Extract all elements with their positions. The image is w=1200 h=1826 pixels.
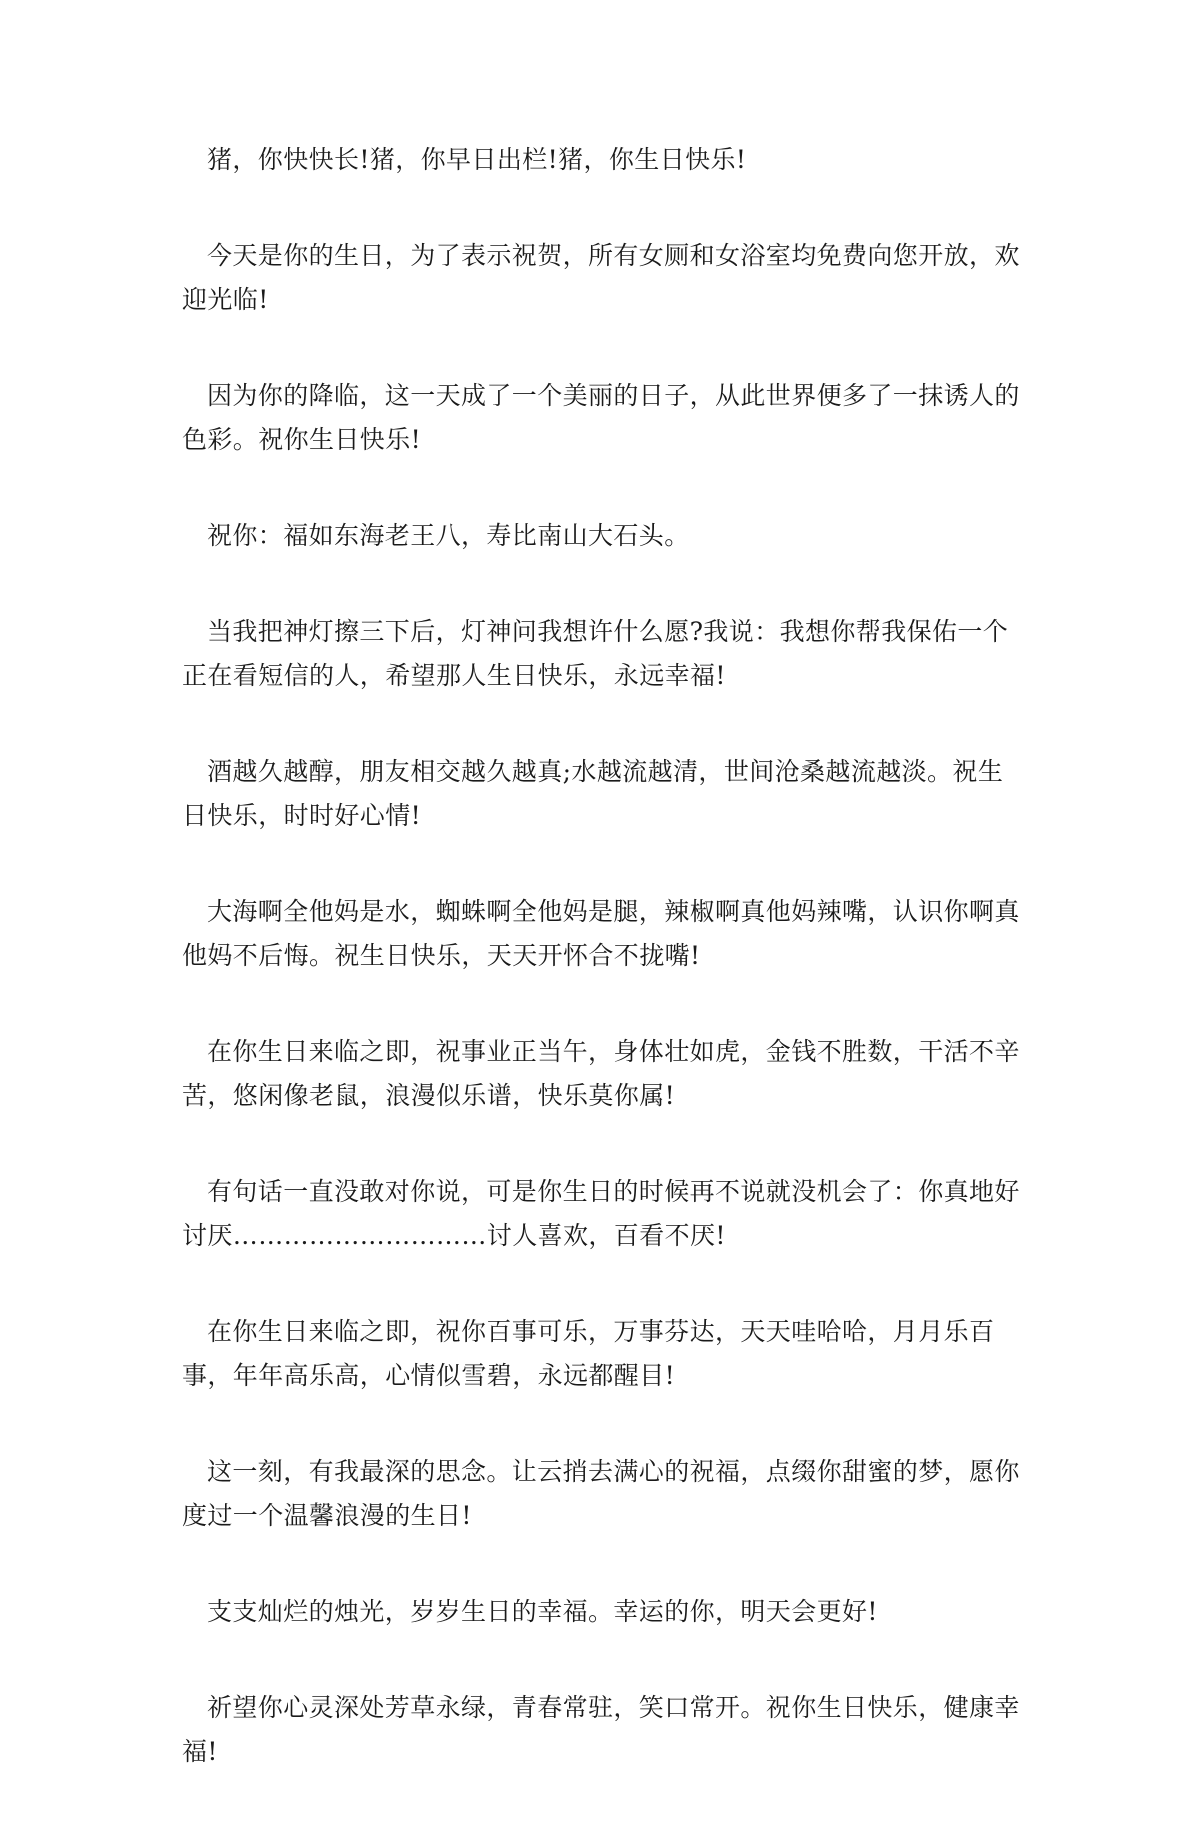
paragraph: 有句话一直没敢对你说，可是你生日的时候再不说就没机会了：你真地好讨厌…………………………讨人喜欢，百看不厌! — [182, 1177, 1020, 1250]
paragraph: 支支灿烂的烛光，岁岁生日的幸福。幸运的你，明天会更好! — [207, 1597, 878, 1626]
paragraph: 大海啊全他妈是水，蜘蛛啊全他妈是腿，辣椒啊真他妈辣嘴，认识你啊真他妈不后悔。祝生日快乐，天天开怀合不拢嘴! — [182, 897, 1020, 970]
paragraph: 在你生日来临之即，祝你百事可乐，万事芬达，天天哇哈哈，月月乐百事，年年高乐高，心情似雪碧，永远都醒目! — [182, 1317, 995, 1390]
paragraph: 当我把神灯擦三下后，灯神问我想许什么愿?我说：我想你帮我保佑一个正在看短信的人，希望那人生日快乐，永远幸福! — [182, 617, 1009, 690]
paragraph: 因为你的降临，这一天成了一个美丽的日子，从此世界便多了一抹诱人的色彩。祝你生日快乐! — [182, 381, 1020, 454]
paragraph: 祝你：福如东海老王八，寿比南山大石头。 — [207, 521, 690, 550]
document-body — [182, 138, 1027, 1826]
paragraph: 在你生日来临之即，祝事业正当午，身体壮如虎，金钱不胜数，干活不辛苦，悠闲像老鼠，浪漫似乐谱，快乐莫你属! — [182, 1037, 1020, 1110]
paragraph: 这一刻，有我最深的思念。让云捎去满心的祝福，点缀你甜蜜的梦，愿你度过一个温馨浪漫的生日! — [182, 1457, 1020, 1530]
paragraph: 猪，你快快长!猪，你早日出栏!猪，你生日快乐! — [207, 145, 747, 174]
paragraph: 酒越久越醇，朋友相交越久越真;水越流越清，世间沧桑越流越淡。祝生日快乐，时时好心情! — [182, 757, 1004, 830]
paragraph: 今天是你的生日，为了表示祝贺，所有女厕和女浴室均免费向您开放，欢迎光临! — [182, 241, 1020, 314]
paragraph: 祈望你心灵深处芳草永绿，青春常驻，笑口常开。祝你生日快乐，健康幸福! — [182, 1693, 1020, 1766]
